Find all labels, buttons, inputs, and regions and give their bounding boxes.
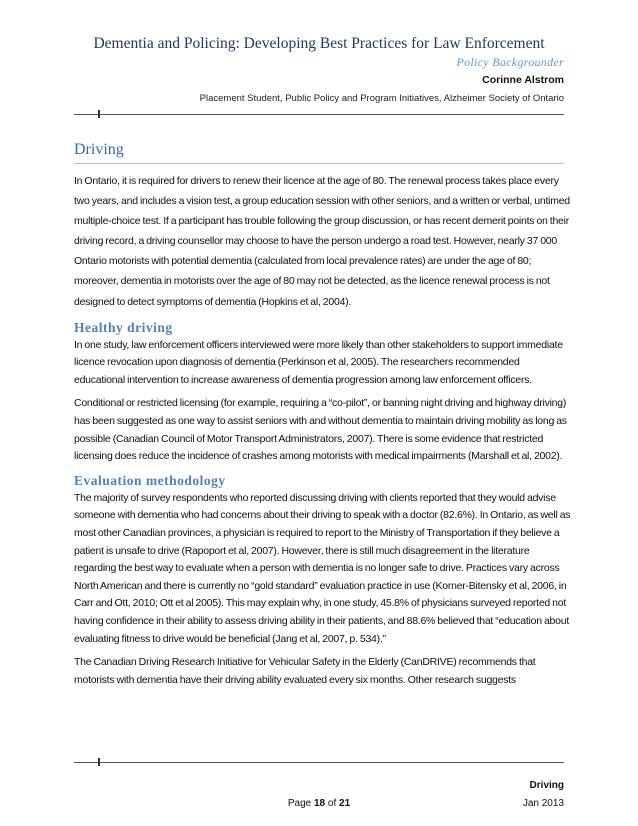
intro-paragraph: In Ontario, it is required for drivers to renew their licence at the age of 80. The renewal process takes place every two years, and includes a vision test, a group education session with other seniors, and a written or verbal, untimed multiple-choice test. If a participant has trouble following the group discussion, or has recent demerit points on their driving record, a driving counsellor may choose to have the person undergo a road test. However, nearly 37 000 Ontario motorists with potential dementia (calculated from local prevalence rates) are under the age of 80; moreover, dementia in motorists over the age of 80 may not be detected, as the licence renewal process is not designed to detect symptoms of dementia (Hopkins et al, 2004).: [74, 175, 570, 308]
section-heading-rule: [74, 163, 564, 164]
current-page: 18: [313, 798, 326, 809]
document-title: Dementia and Policing: Developing Best Practices for Law Enforcement: [93, 35, 545, 52]
footer-rule-marker: [98, 758, 100, 766]
author-role: Placement Student, Public Policy and Program Initiatives, Alzheimer Society of Ontario: [199, 93, 564, 104]
of-label: of: [327, 798, 337, 809]
author-name: Corinne Alstrom: [482, 74, 564, 86]
footer-date: Jan 2013: [522, 798, 564, 809]
footer-section-name: Driving: [529, 780, 564, 791]
total-pages: 21: [339, 798, 351, 809]
page-label: Page: [287, 798, 312, 809]
header-rule-marker: [98, 110, 100, 118]
healthy-driving-paragraph-2: Conditional or restricted licensing (for example, requiring a “co-pilot”, or banning night driving and highway driving) has been suggested as one way to assist seniors with and without dementia to maintain driving mobility as long as possible (Canadian Council of Motor Transport Administrators, 2007). There is some evidence that restricted licensing does reduce the incidence of crashes among motorists with medical impairments (Marshall et al, 2002).: [74, 397, 567, 463]
healthy-driving-paragraph-1: In one study, law enforcement officers interviewed were more likely than other stakeholders to support immediate licence revocation upon diagnosis of dementia (Perkinson et al, 2005). The researchers recommended educational intervention to increase awareness of dementia progression among law enforcement officers.: [74, 338, 563, 386]
evaluation-heading: Evaluation methodology: [74, 472, 226, 488]
evaluation-paragraph-1: The majority of survey respondents who reported discussing driving with clients reported that they would advise someone with dementia who had concerns about their driving to speak with a doctor (82.6%). In Ontario, as well as most other Canadian provinces, a physician is required to report to the Ministry of Transportation if they believe a patient is unsafe to drive (Rapoport et al, 2007). However, there is still much disagreement in the literature regarding the best way to evaluate when a person with dementia is no longer safe to drive. Practices vary across North American and there is currently no “gold standard” evaluation practice in use (Korner-Bitensky et al, 2006, in Carr and Ott, 2010; Ott et al 2005). This may explain why, in one study, 45.8% of physicians surveyed reported not having confidence in their ability to assess driving ability in their patients, and 88.6% believed that “education about evaluating fitness to drive would be beneficial (Jang et al, 2007, p. 534).”: [74, 491, 571, 645]
footer-rule: [74, 762, 564, 763]
healthy-driving-heading: Healthy driving: [74, 319, 173, 335]
header-rule: [74, 114, 564, 115]
evaluation-paragraph-2: The Canadian Driving Research Initiative for Vehicular Safety in the Elderly (CanDRIVE) recommends that motorists with dementia have their driving ability evaluated every six months. Other research suggests: [74, 656, 536, 686]
document-subtitle: Policy Backgrounder: [456, 55, 564, 69]
body-text: [74, 171, 572, 695]
section-heading: Driving: [74, 141, 124, 158]
